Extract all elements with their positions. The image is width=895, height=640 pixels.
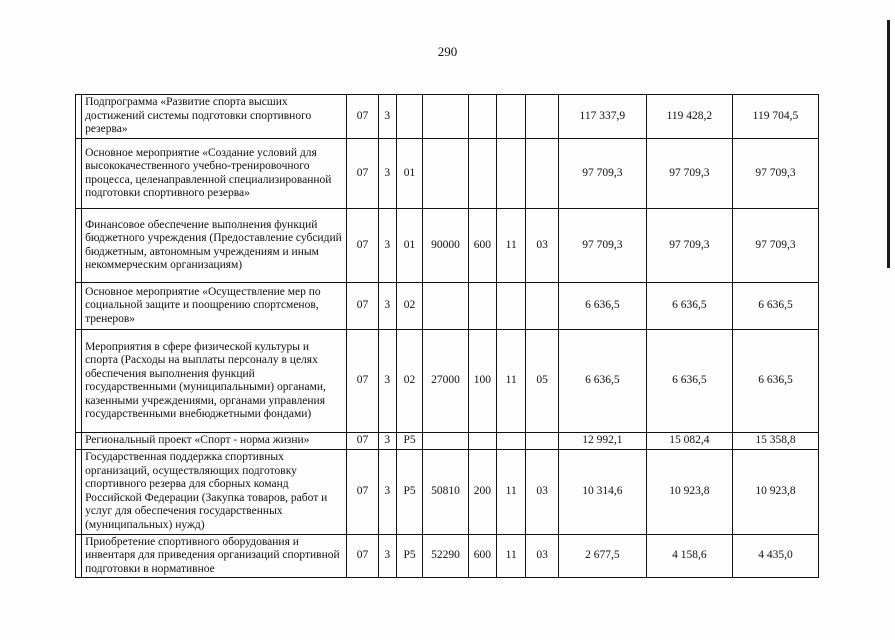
row-program-code: 07 xyxy=(347,139,378,209)
row-section-code: 11 xyxy=(497,330,526,433)
row-event-code: 01 xyxy=(396,209,422,283)
row-name: Приобретение спортивного оборудования и инвентаря для приведения организаций спортивной подготовки в нормативное xyxy=(82,534,347,578)
row-subsection-code xyxy=(526,139,558,209)
row-sum-year-1: 97 709,3 xyxy=(558,139,646,209)
row-sum-year-2: 10 923,8 xyxy=(646,449,732,534)
row-direction-code: 52290 xyxy=(423,534,469,578)
row-sum-year-2: 6 636,5 xyxy=(646,330,732,433)
row-subprogram-code: 3 xyxy=(378,534,396,578)
row-subsection-code: 03 xyxy=(526,534,558,578)
row-name: Региональный проект «Спорт - норма жизни» xyxy=(82,433,347,450)
row-sum-year-3: 6 636,5 xyxy=(732,283,818,330)
row-name: Основное мероприятие «Осуществление мер по социальной защите и поощрению спортсменов, тренеров» xyxy=(82,283,347,330)
row-subprogram-code: 3 xyxy=(378,330,396,433)
row-name: Государственная поддержка спортивных организаций, осуществляющих подготовку спортивного резерва для сборных команд Российской Федерации (Закупка товаров, работ и услуг для обеспечения государственных (муниципальных) нужд) xyxy=(82,449,347,534)
row-sum-year-2: 97 709,3 xyxy=(646,209,732,283)
table-row xyxy=(76,433,819,450)
row-subprogram-code: 3 xyxy=(378,139,396,209)
row-subsection-code: 03 xyxy=(526,449,558,534)
row-sum-year-3: 97 709,3 xyxy=(732,139,818,209)
row-sum-year-1: 12 992,1 xyxy=(558,433,646,450)
row-program-code: 07 xyxy=(347,433,378,450)
row-subsection-code: 05 xyxy=(526,330,558,433)
row-sum-year-3: 97 709,3 xyxy=(732,209,818,283)
row-section-code: 11 xyxy=(497,449,526,534)
row-program-code: 07 xyxy=(347,449,378,534)
budget-table xyxy=(75,94,819,578)
row-subsection-code: 03 xyxy=(526,209,558,283)
table-row xyxy=(76,330,819,433)
row-sum-year-3: 10 923,8 xyxy=(732,449,818,534)
row-sum-year-1: 6 636,5 xyxy=(558,330,646,433)
table-row xyxy=(76,283,819,330)
row-name: Финансовое обеспечение выполнения функций бюджетного учреждения (Предоставление субсидий бюджетным, автономным учреждениям и иным некоммерческим организациям) xyxy=(82,209,347,283)
row-subprogram-code: 3 xyxy=(378,433,396,450)
row-sum-year-2: 6 636,5 xyxy=(646,283,732,330)
row-event-code: 02 xyxy=(396,330,422,433)
row-expense-type-code: 600 xyxy=(468,209,496,283)
row-sum-year-3: 119 704,5 xyxy=(732,95,818,139)
row-event-code: P5 xyxy=(396,449,422,534)
row-subprogram-code: 3 xyxy=(378,95,396,139)
row-section-code xyxy=(497,433,526,450)
row-sum-year-2: 4 158,6 xyxy=(646,534,732,578)
row-sum-year-2: 119 428,2 xyxy=(646,95,732,139)
row-name: Основное мероприятие «Создание условий для высококачественного учебно-тренировочного процесса, целенаправленной специализированной подготовки спортивного резерва» xyxy=(82,139,347,209)
row-name: Подпрограмма «Развитие спорта высших достижений системы подготовки спортивного резерва» xyxy=(82,95,347,139)
table-row xyxy=(76,139,819,209)
row-direction-code: 27000 xyxy=(423,330,469,433)
scan-edge-mark xyxy=(887,20,890,268)
row-expense-type-code: 200 xyxy=(468,449,496,534)
table-row xyxy=(76,534,819,578)
row-expense-type-code xyxy=(468,283,496,330)
row-program-code: 07 xyxy=(347,330,378,433)
row-direction-code xyxy=(423,283,469,330)
page-number: 290 xyxy=(437,44,458,59)
row-sum-year-1: 2 677,5 xyxy=(558,534,646,578)
row-expense-type-code xyxy=(468,433,496,450)
row-name: Мероприятия в сфере физической культуры и спорта (Расходы на выплаты персоналу в целях обеспечения выполнения функций государственными (муниципальными) органами, казенными учреждениями, органами управления государственными внебюджетными фондами) xyxy=(82,330,347,433)
table-row xyxy=(76,95,819,139)
row-direction-code: 90000 xyxy=(423,209,469,283)
row-expense-type-code xyxy=(468,139,496,209)
row-subprogram-code: 3 xyxy=(378,283,396,330)
row-sum-year-1: 97 709,3 xyxy=(558,209,646,283)
row-sum-year-3: 15 358,8 xyxy=(732,433,818,450)
row-direction-code xyxy=(423,139,469,209)
row-event-code: P5 xyxy=(396,433,422,450)
row-sum-year-1: 10 314,6 xyxy=(558,449,646,534)
row-event-code: P5 xyxy=(396,534,422,578)
row-subprogram-code: 3 xyxy=(378,209,396,283)
row-section-code: 11 xyxy=(497,209,526,283)
row-sum-year-1: 117 337,9 xyxy=(558,95,646,139)
row-subprogram-code: 3 xyxy=(378,449,396,534)
row-subsection-code xyxy=(526,283,558,330)
row-section-code xyxy=(497,139,526,209)
row-subsection-code xyxy=(526,95,558,139)
row-sum-year-3: 6 636,5 xyxy=(732,330,818,433)
row-program-code: 07 xyxy=(347,209,378,283)
row-sum-year-3: 4 435,0 xyxy=(732,534,818,578)
row-event-code xyxy=(396,95,422,139)
row-section-code xyxy=(497,95,526,139)
table-row xyxy=(76,449,819,534)
row-subsection-code xyxy=(526,433,558,450)
row-program-code: 07 xyxy=(347,534,378,578)
table-row xyxy=(76,209,819,283)
row-sum-year-2: 97 709,3 xyxy=(646,139,732,209)
row-sum-year-2: 15 082,4 xyxy=(646,433,732,450)
row-expense-type-code: 100 xyxy=(468,330,496,433)
row-direction-code: 50810 xyxy=(423,449,469,534)
row-direction-code xyxy=(423,95,469,139)
row-section-code xyxy=(497,283,526,330)
row-expense-type-code: 600 xyxy=(468,534,496,578)
row-event-code: 02 xyxy=(396,283,422,330)
row-direction-code xyxy=(423,433,469,450)
row-sum-year-1: 6 636,5 xyxy=(558,283,646,330)
row-expense-type-code xyxy=(468,95,496,139)
row-section-code: 11 xyxy=(497,534,526,578)
row-program-code: 07 xyxy=(347,283,378,330)
row-event-code: 01 xyxy=(396,139,422,209)
row-program-code: 07 xyxy=(347,95,378,139)
